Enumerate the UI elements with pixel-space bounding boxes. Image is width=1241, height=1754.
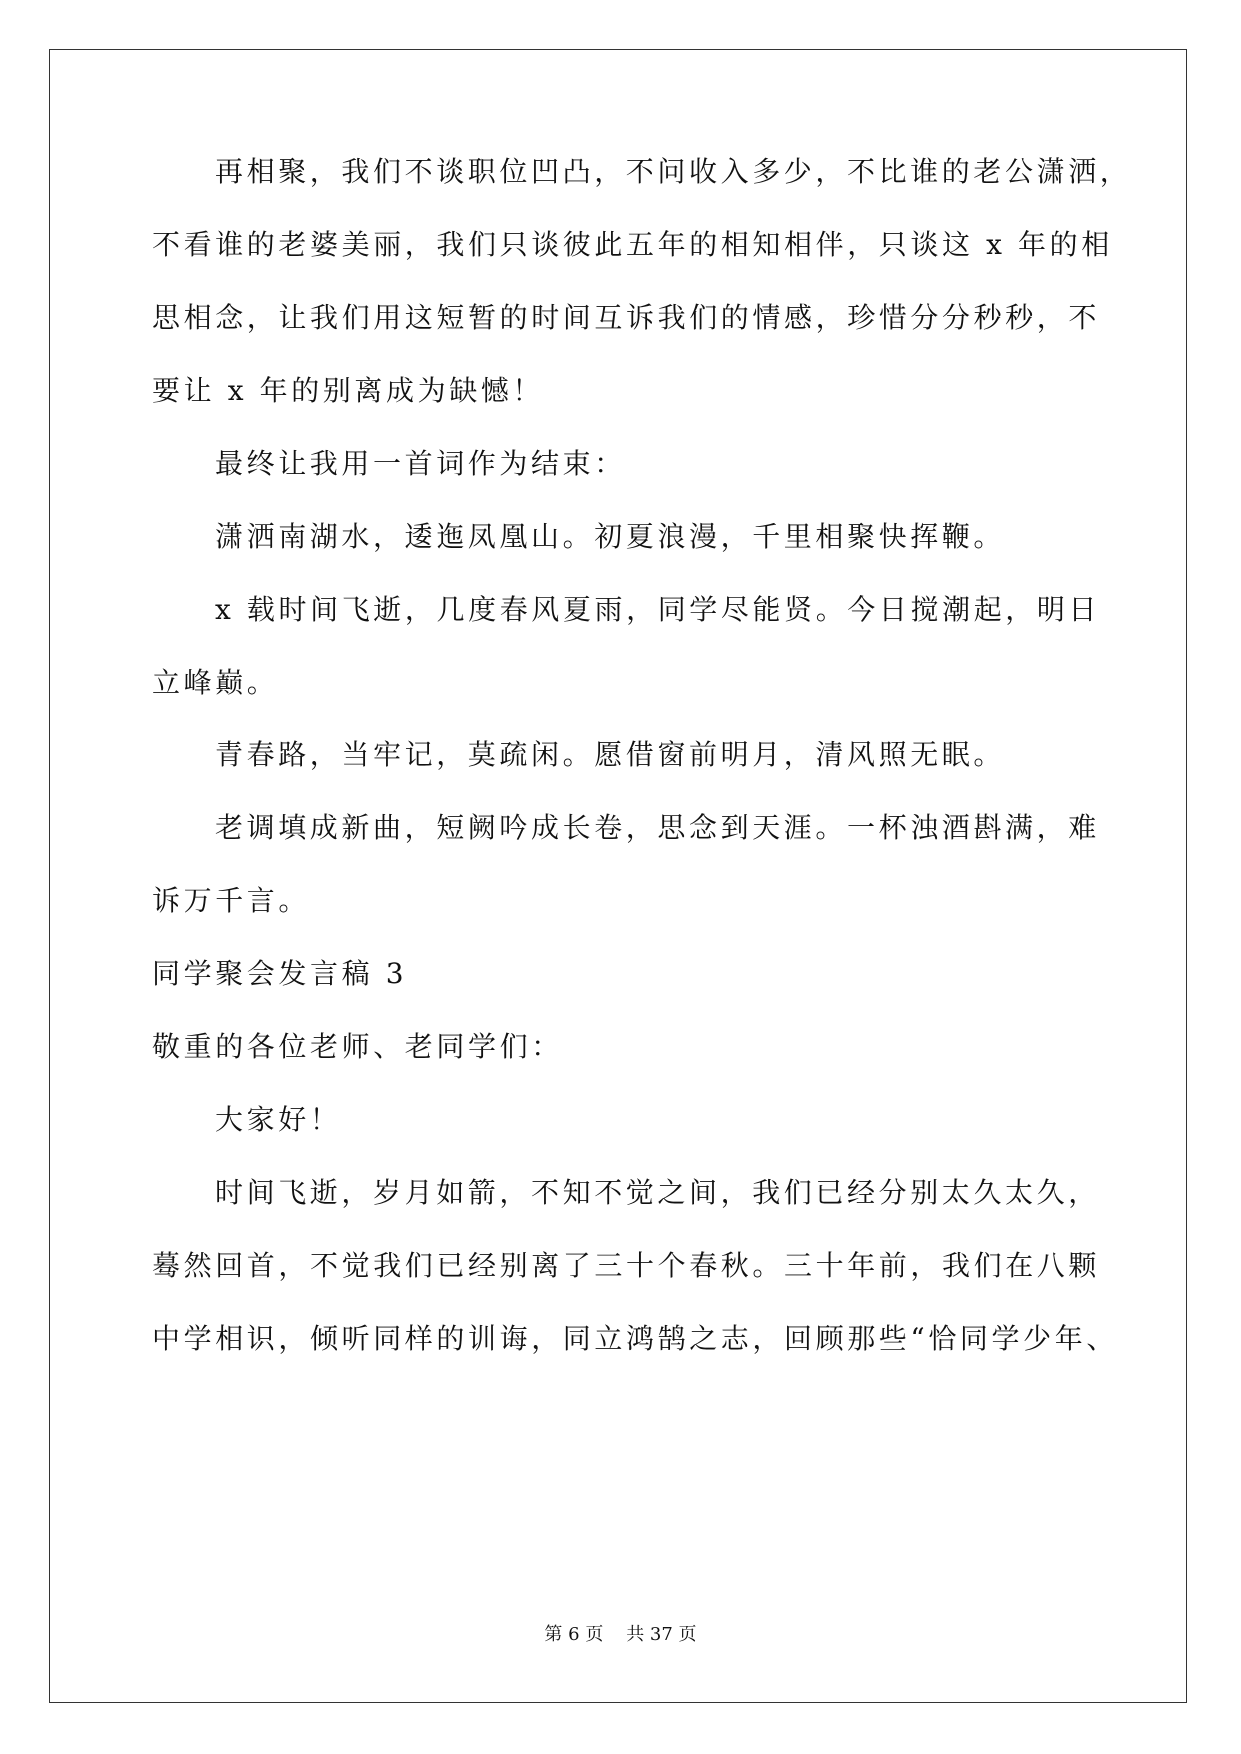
section-title: 同学聚会发言稿 3 [152, 957, 408, 990]
paragraph-line: x 载时间飞逝，几度春风夏雨，同学尽能贤。今日搅潮起，明日 [215, 593, 1101, 626]
paragraph-line: 中学相识，倾听同样的训诲，同立鸿鹄之志，回顾那些“恰同学少年、 [152, 1322, 1118, 1355]
paragraph-line: 潇洒南湖水，逶迤凤凰山。初夏浪漫，千里相聚快挥鞭。 [215, 520, 1006, 553]
greeting: 大家好！ [215, 1103, 342, 1136]
paragraph-line: 再相聚，我们不谈职位凹凸，不问收入多少，不比谁的老公潇洒， [215, 155, 1132, 188]
page-number-footer: 第 6 页 共 37 页 [544, 1624, 697, 1645]
paragraph-line: 蓦然回首，不觉我们已经别离了三十个春秋。三十年前，我们在八颗 [152, 1249, 1101, 1282]
paragraph-line: 青春路，当牢记，莫疏闲。愿借窗前明月，清风照无眠。 [215, 738, 1006, 771]
paragraph-line: 思相念，让我们用这短暂的时间互诉我们的情感，珍惜分分秒秒，不 [152, 301, 1101, 334]
paragraph-line: 诉万千言。 [152, 884, 311, 917]
paragraph-line: 老调填成新曲，短阙吟成长卷，思念到天涯。一杯浊酒斟满，难 [215, 811, 1100, 844]
paragraph-line: 不看谁的老婆美丽，我们只谈彼此五年的相知相伴，只谈这 x 年的相 [152, 228, 1113, 261]
paragraph-line: 要让 x 年的别离成为缺憾！ [152, 374, 544, 407]
salutation: 敬重的各位老师、老同学们： [152, 1030, 563, 1063]
paragraph-line: 时间飞逝，岁月如箭，不知不觉之间，我们已经分别太久太久， [215, 1176, 1100, 1209]
paragraph-line: 立峰巅。 [152, 666, 279, 699]
paragraph-line: 最终让我用一首词作为结束： [215, 447, 626, 480]
